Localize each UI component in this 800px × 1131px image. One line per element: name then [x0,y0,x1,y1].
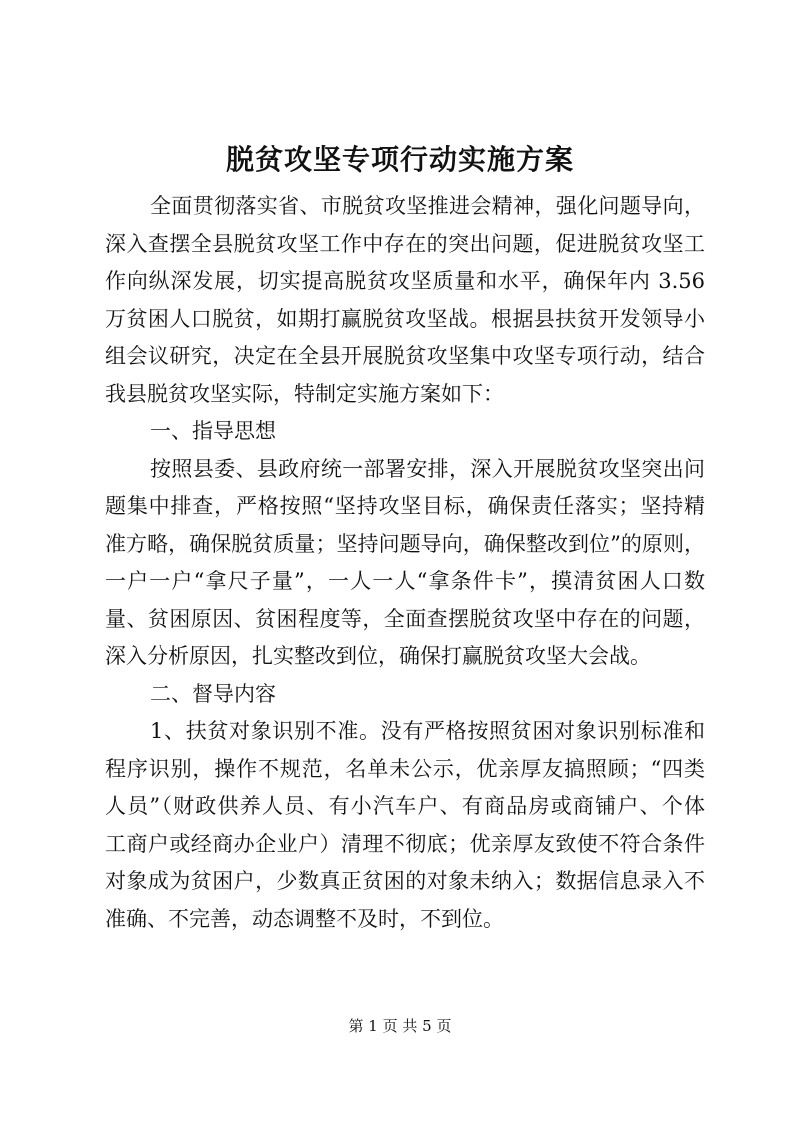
paragraph-line: 深入查摆全县脱贫攻坚工作中存在的突出问题，促进脱贫攻坚工 [105,231,705,256]
section-heading: 二、督导内容 [150,681,276,706]
paragraph-line: 对象成为贫困户，少数真正贫困的对象未纳入；数据信息录入不 [105,869,705,893]
document-title: 脱贫攻坚专项行动实施方案 [225,143,574,176]
paragraph-line: 万贫困人口脱贫，如期打赢脱贫攻坚战。根据县扶贫开发领导小 [105,306,705,331]
paragraph-line: 准确、不完善，动态调整不及时，不到位。 [105,906,504,931]
paragraph-line: 组会议研究，决定在全县开展脱贫攻坚集中攻坚专项行动，结合 [105,344,705,368]
paragraph-line: 人员”（财政供养人员、有小汽车户、有商品房或商铺户、个体 [105,794,705,818]
paragraph-line: 全面贯彻落实省、市脱贫攻坚推进会精神，强化问题导向， [150,194,705,218]
paragraph-line: 量、贫困原因、贫困程度等，全面查摆脱贫攻坚中存在的问题， [105,606,705,631]
section-heading: 一、指导思想 [150,419,276,443]
paragraph-line: 题集中排查，严格按照“坚持攻坚目标，确保责任落实；坚持精 [105,494,705,518]
paragraph-line: 准方略，确保脱贫质量；坚持问题导向，确保整改到位”的原则， [105,531,705,556]
page-number-footer: 第 1 页 共 5 页 [348,1017,452,1035]
paragraph-line: 按照县委、县政府统一部署安排，深入开展脱贫攻坚突出问 [150,456,705,481]
paragraph-line: 我县脱贫攻坚实际，特制定实施方案如下： [105,381,504,406]
paragraph-line: 程序识别，操作不规范，名单未公示，优亲厚友搞照顾；“四类 [105,756,705,781]
paragraph-line: 工商户或经商办企业户）清理不彻底；优亲厚友致使不符合条件 [105,831,705,856]
paragraph-line: 一户一户“拿尺子量”，一人一人“拿条件卡”，摸清贫困人口数 [105,569,705,593]
paragraph-line: 作向纵深发展，切实提高脱贫攻坚质量和水平，确保年内 3.56 [105,269,705,293]
paragraph-line: 深入分析原因，扎实整改到位，确保打赢脱贫攻坚大会战。 [105,644,651,668]
document-body [105,188,705,938]
paragraph-line: 1、扶贫对象识别不准。没有严格按照贫困对象识别标准和 [150,719,705,743]
